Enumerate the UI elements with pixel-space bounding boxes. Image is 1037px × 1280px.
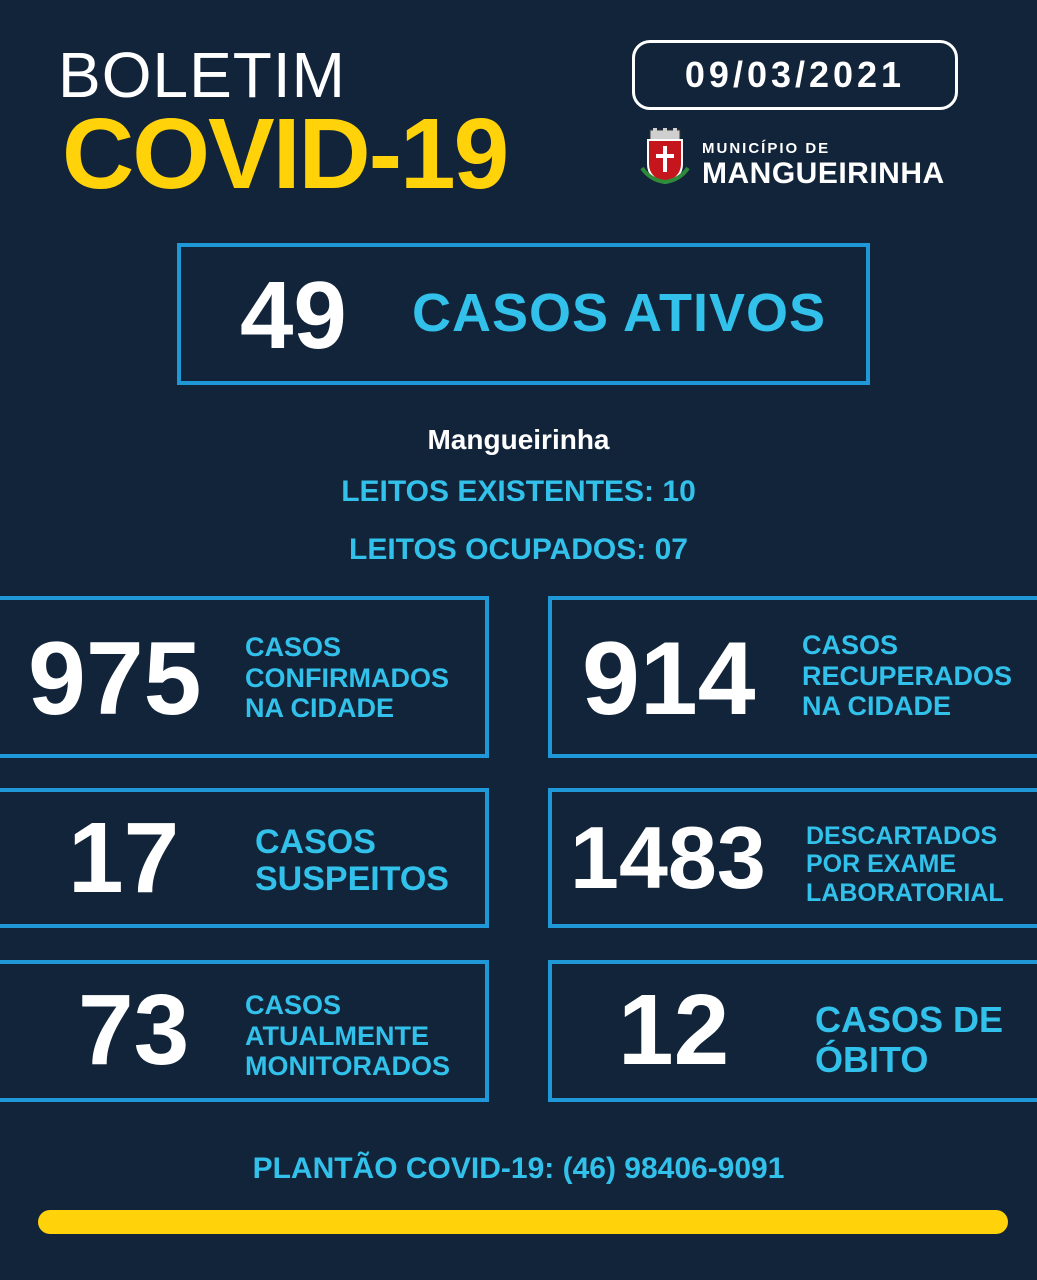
death-label-line2: ÓBITO: [815, 1038, 929, 1080]
hotline-text: PLANTÃO COVID-19: (46) 98406-9091: [252, 1152, 785, 1185]
confirmed-label-line1: CASOS: [245, 632, 342, 662]
recovered-label-line3: NA CIDADE: [802, 691, 952, 721]
suspected-label: [255, 824, 449, 899]
death-value: 12: [618, 974, 730, 1086]
monitored-label-line1: CASOS: [245, 990, 342, 1020]
beds-occupied: LEITOS OCUPADOS: 07: [349, 533, 688, 566]
discarded-value: 1483: [570, 808, 766, 907]
suspected-label-line1: CASOS: [255, 823, 376, 861]
death-label-line1: CASOS DE: [815, 999, 1004, 1040]
recovered-value: 914: [582, 621, 756, 737]
date-text: 09/03/2021: [684, 54, 906, 95]
municipio-label: MUNICÍPIO DE: [702, 140, 831, 157]
municipal-crest-icon: [640, 128, 690, 184]
monitored-label-line2: ATUALMENTE: [245, 1020, 429, 1051]
confirmed-value: 975: [28, 621, 202, 737]
covid-title: COVID-19: [62, 98, 508, 210]
boletim-title: BOLETIM: [58, 39, 346, 111]
discarded-label: [806, 822, 1004, 907]
footer-bar: [38, 1210, 1008, 1234]
suspected-value: 17: [68, 802, 180, 914]
discarded-label-line1: DESCARTADOS: [806, 822, 998, 850]
monitored-label-line3: MONITORADOS: [245, 1051, 451, 1081]
confirmed-label: [245, 632, 449, 724]
recovered-label-line2: RECUPERADOS: [802, 660, 1013, 691]
date-badge: [632, 40, 958, 110]
death-label: [815, 1000, 1003, 1079]
recovered-label-line1: CASOS: [802, 630, 899, 660]
municipio-name: MANGUEIRINHA: [702, 157, 945, 190]
city-name: Mangueirinha: [427, 424, 610, 455]
active-cases-label: CASOS ATIVOS: [412, 283, 827, 343]
confirmed-label-line2: CONFIRMADOS: [245, 662, 449, 693]
confirmed-label-line3: NA CIDADE: [245, 693, 395, 723]
discarded-label-line2: POR EXAME: [806, 850, 957, 879]
monitored-value: 73: [78, 974, 190, 1086]
active-cases-value: 49: [240, 262, 347, 369]
discarded-label-line3: LABORATORIAL: [806, 878, 1004, 907]
recovered-label: [802, 630, 1012, 722]
monitored-label: [245, 990, 450, 1082]
beds-existing: LEITOS EXISTENTES: 10: [341, 475, 696, 508]
suspected-label-line2: SUSPEITOS: [255, 860, 449, 899]
